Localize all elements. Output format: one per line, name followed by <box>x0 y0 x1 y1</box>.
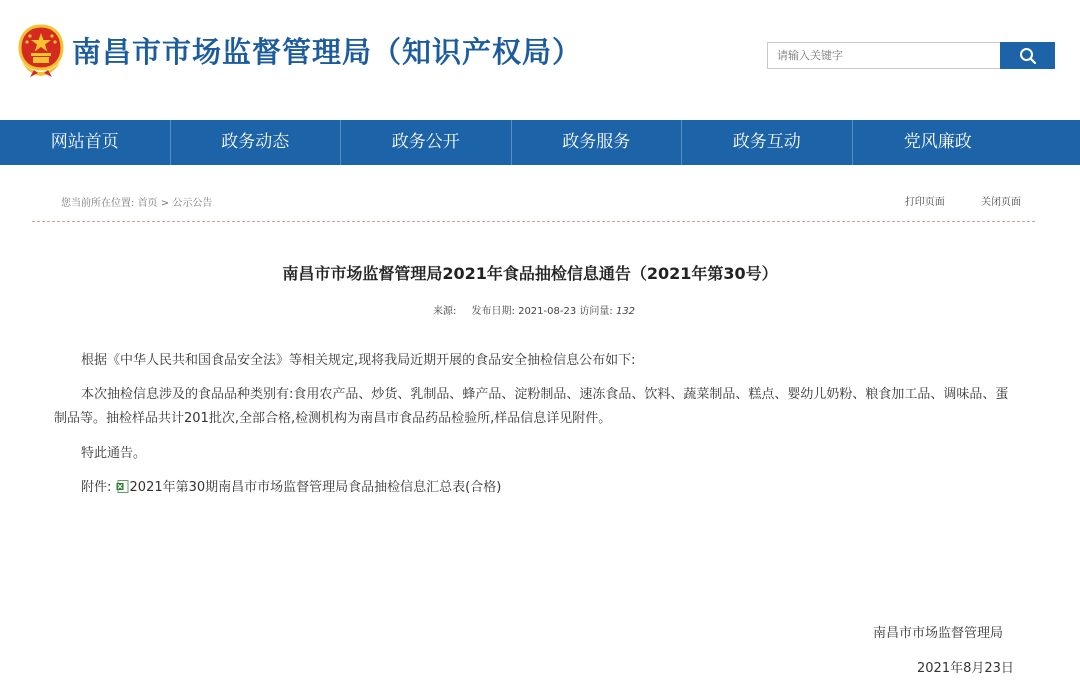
breadcrumb-separator: > <box>160 198 170 209</box>
paragraph: 特此通告。 <box>81 446 147 461</box>
article-body <box>54 349 1014 510</box>
nav-item-news[interactable]: 政务动态 <box>171 120 342 165</box>
search-button[interactable] <box>1000 42 1055 69</box>
main-nav <box>0 120 1080 165</box>
site-header <box>0 0 1080 120</box>
paragraph: 根据《中华人民共和国食品安全法》等相关规定,现将我局近期开展的食品安全抽检信息公布如下: <box>81 353 636 368</box>
search-icon <box>1019 47 1037 65</box>
paragraph: 本次抽检信息涉及的食品品种类别有:食用农产品、炒货、乳制品、蜂产品、淀粉制品、速冻食品、饮料、蔬菜制品、糕点、婴幼儿奶粉、粮食加工品、调味品、蛋制品等。抽检样品共计201批次,全部合格,检测机构为南昌市食品药品检验所,样品信息详见附件。 <box>54 387 1009 426</box>
attachment-name: 2021年第30期南昌市市场监督管理局食品抽检信息汇总表(合格) <box>129 480 502 495</box>
excel-file-icon <box>116 480 129 493</box>
nav-item-home[interactable]: 网站首页 <box>0 120 171 165</box>
site-title: 南昌市市场监督管理局（知识产权局） <box>72 35 583 69</box>
national-emblem-icon <box>16 24 66 78</box>
nav-item-public-affairs[interactable]: 政务公开 <box>341 120 512 165</box>
view-count: 132 <box>615 306 636 317</box>
page-tools <box>872 193 1021 208</box>
publish-date: 2021-08-23 <box>518 306 577 317</box>
attachment-line <box>54 476 1014 500</box>
date-label: 发布日期: <box>471 306 515 317</box>
breadcrumb <box>61 194 212 209</box>
nav-item-party-integrity[interactable]: 党风廉政 <box>903 132 972 152</box>
signature-org: 南昌市市场监督管理局 <box>873 626 1004 641</box>
views-label: 访问量: <box>579 306 613 317</box>
breadcrumb-prefix: 您当前所在位置: <box>61 198 135 209</box>
attachment-link[interactable] <box>116 480 502 495</box>
close-page-link[interactable]: 关闭页面 <box>981 197 1021 208</box>
signature-date: 2021年8月23日 <box>917 661 1014 676</box>
print-page-link[interactable]: 打印页面 <box>904 197 945 208</box>
breadcrumb-home-link[interactable]: 首页 <box>137 198 158 209</box>
source-label: 来源: <box>432 306 457 317</box>
nav-item-interaction[interactable]: 政务互动 <box>682 120 853 165</box>
breadcrumb-bar <box>32 192 1035 222</box>
search-box <box>767 42 1055 69</box>
nav-item-services[interactable]: 政务服务 <box>512 120 683 165</box>
article-meta <box>0 302 1068 317</box>
attachment-label: 附件: <box>81 480 112 495</box>
breadcrumb-current-link[interactable]: 公示公告 <box>172 198 213 209</box>
search-input[interactable] <box>768 43 1002 68</box>
article-title: 南昌市市场监督管理局2021年食品抽检信息通告（2021年第30号） <box>282 264 778 283</box>
